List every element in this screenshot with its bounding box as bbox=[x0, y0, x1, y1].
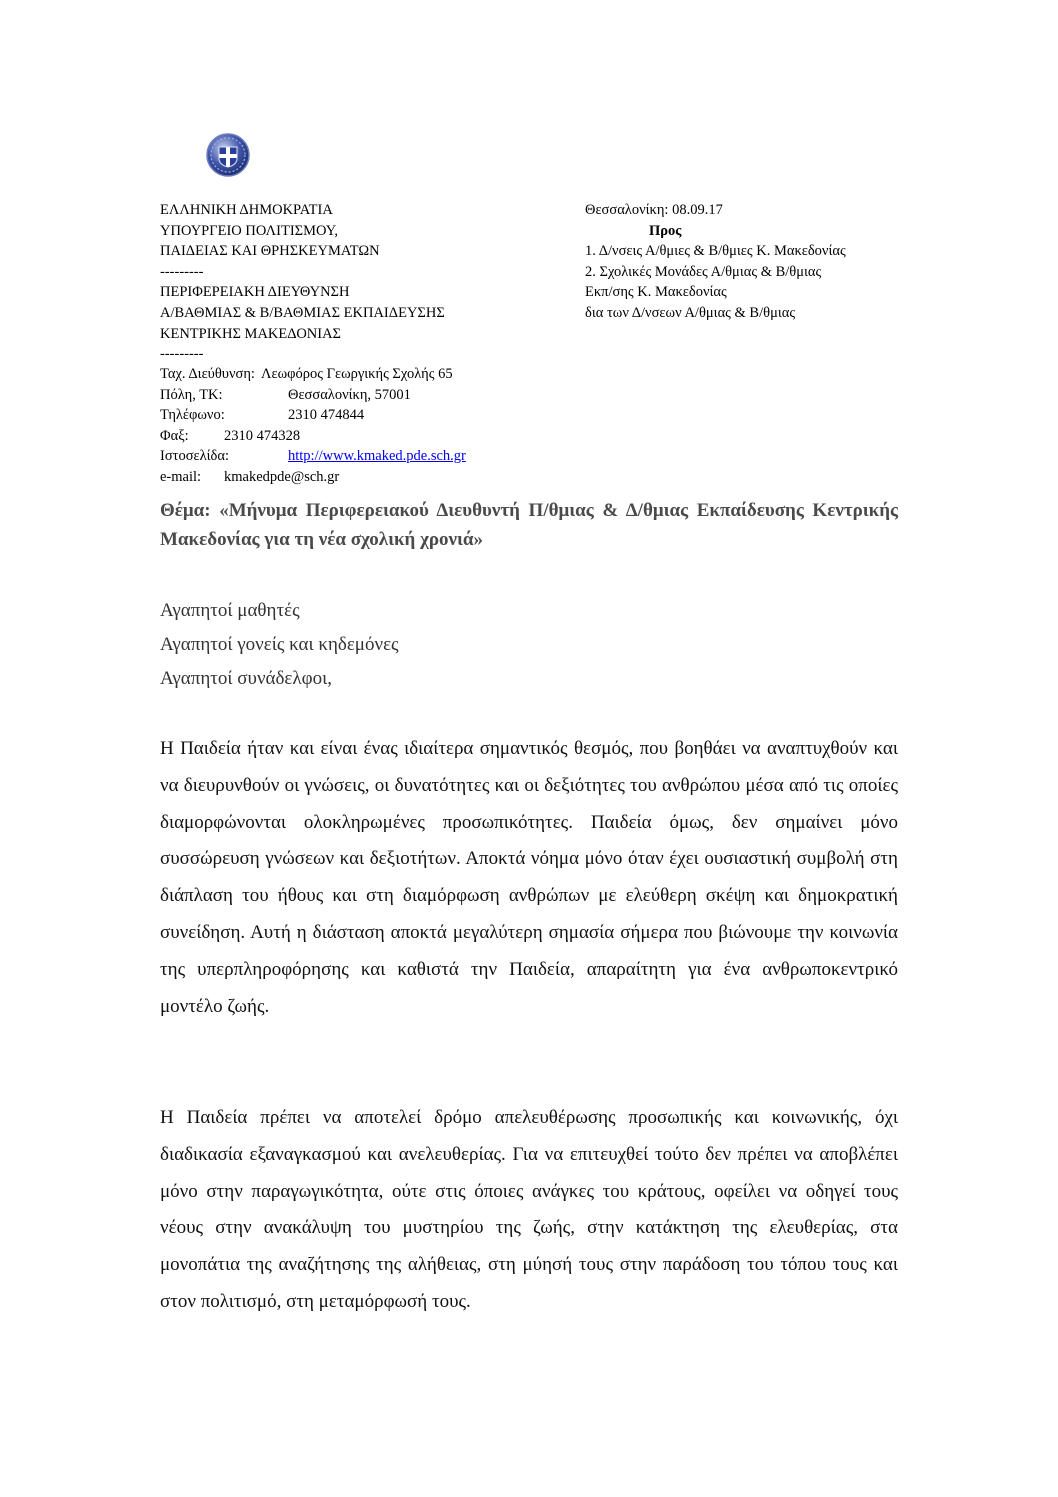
letter-date: Θεσσαλονίκη: 08.09.17 bbox=[585, 202, 723, 218]
city-value: Θεσσαλονίκη, 57001 bbox=[288, 386, 411, 403]
city-row bbox=[160, 385, 490, 406]
phone-label: Τηλέφωνο: bbox=[160, 407, 225, 424]
website-link[interactable]: http://www.kmaked.pde.sch.gr bbox=[288, 448, 466, 465]
address-label: Ταχ. Διεύθυνση: bbox=[160, 366, 255, 382]
body-paragraph-1: Η Παιδεία ήταν και είναι ένας ιδιαίτερα σημαντικός θεσμός, που βοηθάει να αναπτυχθούν και να διευρυνθούν οι γνώσεις, οι δυνατότητες και οι δεξιότητες του ανθρώπου μέσα από τις οποίες διαμορφώνονται ολοκληρωμένες προσωπικότητες. Παιδεία όμως, δεν σημαίνει μόνο συσσώρευση γνώσεων και δεξιοτήτων. Αποκτά νόημα μόνο όταν έχει ουσιαστική συμβολή στη διάπλαση του ήθους και στη διαμόρφωση ανθρώπων με ελεύθερη σκέψη και δημοκρατική συνείδηση. Αυτή η διάσταση αποκτά μεγαλύτερη σημασία σήμερα που βιώνουμε την κοινωνία της υπερπληροφόρησης και καθιστά την Παιδεία, απαραίτητη για ένα ανθρωποκεντρικό μοντέλο ζωής. bbox=[160, 738, 898, 1017]
header-line: ΥΠΟΥΡΓΕΙΟ ΠΟΛΙΤΙΣΜΟΥ, bbox=[160, 222, 338, 239]
recipient-line: 1. Δ/νσεις Α/θμιες & Β/θμιες Κ. Μακεδονίας bbox=[585, 243, 846, 260]
recipient-header bbox=[585, 200, 945, 324]
recipient-line: δια των Δ/νσεων Α/θμιας & Β/θμιας bbox=[585, 304, 796, 321]
city-label: Πόλη, ΤΚ: bbox=[160, 386, 223, 403]
header-line: Α/ΒΑΘΜΙΑΣ & Β/ΒΑΘΜΙΑΣ ΕΚΠΑΙΔΕΥΣΗΣ bbox=[160, 304, 445, 321]
header-line: ΚΕΝΤΡΙΚΗΣ ΜΑΚΕΔΟΝΙΑΣ bbox=[160, 325, 341, 342]
address-value: Λεωφόρος Γεωργικής Σχολής 65 bbox=[261, 366, 453, 382]
email-label: e-mail: bbox=[160, 468, 202, 485]
salutations bbox=[160, 594, 399, 696]
phone-value: 2310 474844 bbox=[288, 407, 365, 424]
header-separator: --------- bbox=[160, 346, 204, 363]
recipient-line: 2. Σχολικές Μονάδες Α/θμιας & Β/θμιας bbox=[585, 263, 822, 280]
address-row bbox=[160, 364, 490, 385]
sender-header bbox=[160, 200, 560, 365]
fax-row bbox=[160, 426, 490, 447]
recipients-heading: Προς bbox=[649, 222, 682, 239]
phone-row bbox=[160, 405, 490, 426]
letter-subject: Θέμα: «Μήνυμα Περιφερειακού Διευθυντή Π/θμιας & Δ/θμιας Εκπαίδευσης Κεντρικής Μακεδονίας για τη νέα σχολική χρονιά» bbox=[160, 500, 898, 550]
header-line: ΕΛΛΗΝΙΚΗ ΔΗΜΟΚΡΑΤΙΑ bbox=[160, 202, 333, 218]
salutation-students: Αγαπητοί μαθητές bbox=[160, 600, 300, 621]
salutation-colleagues: Αγαπητοί συνάδελφοι, bbox=[160, 668, 332, 689]
contact-block bbox=[160, 364, 490, 488]
fax-value: 2310 474328 bbox=[224, 427, 301, 444]
fax-label: Φαξ: bbox=[160, 427, 189, 444]
header-separator: --------- bbox=[160, 263, 204, 280]
recipient-line: Εκπ/σης Κ. Μακεδονίας bbox=[585, 284, 727, 301]
body-paragraph-2: Η Παιδεία πρέπει να αποτελεί δρόμο απελευθέρωσης προσωπικής και κοινωνικής, όχι διαδικασία εξαναγκασμού και ανελευθερίας. Για να επιτευχθεί τούτο δεν πρέπει να αποβλέπει μόνο στην παραγωγικότητα, ούτε στις όποιες ανάγκες του κράτους, οφείλει να οδηγεί τους νέους στην ανακάλυψη του μυστηρίου της ζωής, στην κατάκτηση της ελευθερίας, στα μονοπάτια της αναζήτησης της αλήθειας, στη μύησή τους στην παράδοση του τόπου τους και στον πολιτισμό, στη μεταμόρφωσή τους. bbox=[160, 1107, 898, 1312]
website-label: Ιστοσελίδα: bbox=[160, 448, 230, 465]
header-line: ΠΑΙΔΕΙΑΣ ΚΑΙ ΘΡΗΣΚΕΥΜΑΤΩΝ bbox=[160, 243, 380, 260]
salutation-parents: Αγαπητοί γονείς και κηδεμόνες bbox=[160, 634, 399, 655]
email-row bbox=[160, 467, 490, 488]
hellenic-republic-emblem bbox=[205, 132, 251, 178]
header-line: ΠΕΡΙΦΕΡΕΙΑΚΗ ΔΙΕΥΘΥΝΣΗ bbox=[160, 284, 350, 301]
email-value: kmakedpde@sch.gr bbox=[224, 468, 340, 485]
website-row bbox=[160, 446, 490, 467]
